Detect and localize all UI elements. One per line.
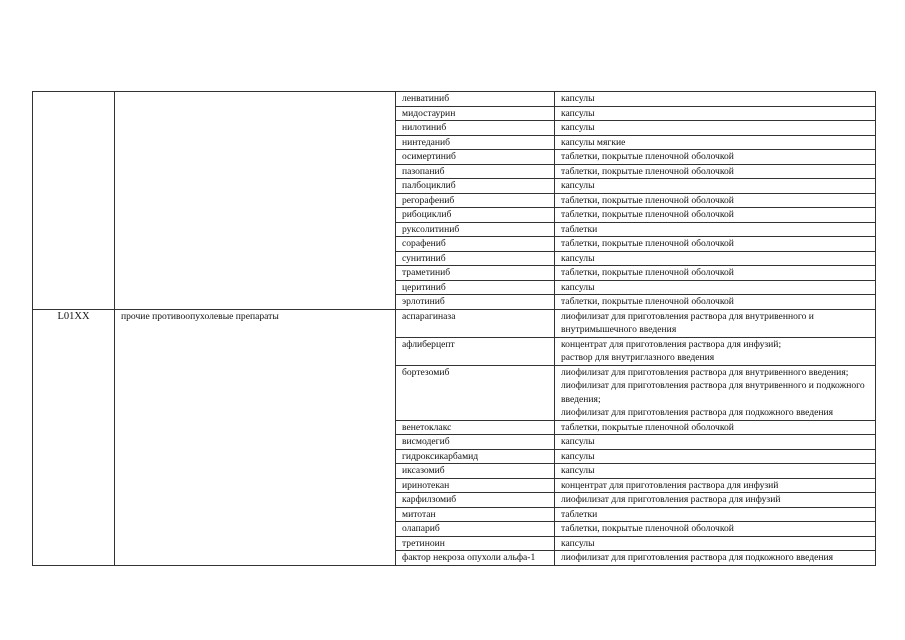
atc-group-name-cell: прочие противоопухолевые препараты <box>115 309 396 565</box>
dosage-form-cell <box>555 536 876 551</box>
dosage-form-line: капсулы <box>561 252 595 264</box>
drug-name-cell: третиноин <box>396 536 555 551</box>
drug-name-cell: мидостаурин <box>396 106 555 121</box>
drug-name-cell: висмодегиб <box>396 435 555 450</box>
dosage-form-line: таблетки, покрытые пленочной оболочкой <box>561 296 734 307</box>
dosage-form-line: капсулы <box>561 450 595 462</box>
atc-code-cell: L01XX <box>33 309 115 565</box>
drug-name-cell: митотан <box>396 507 555 522</box>
dosage-form-line: капсулы <box>561 93 595 104</box>
drug-name-cell: иксазомиб <box>396 464 555 479</box>
dosage-form-cell <box>555 522 876 537</box>
dosage-form-line: таблетки, покрытые пленочной оболочкой <box>561 209 734 220</box>
dosage-form-cell <box>555 266 876 281</box>
dosage-form-cell <box>555 365 876 420</box>
drug-name-cell: палбоциклиб <box>396 179 555 194</box>
dosage-form-line: капсулы <box>561 537 595 549</box>
dosage-form-cell <box>555 208 876 223</box>
dosage-form-line: лиофилизат для приготовления раствора для инфузий <box>561 494 781 505</box>
dosage-form-line: лиофилизат для приготовления раствора для подкожного введения <box>561 552 834 563</box>
drug-name-cell: рибоциклиб <box>396 208 555 223</box>
atc-group-cell-continued <box>115 92 396 310</box>
dosage-form-cell <box>555 164 876 179</box>
drug-name-cell: эрлотиниб <box>396 295 555 310</box>
dosage-form-line: таблетки <box>561 223 598 235</box>
dosage-form-line: таблетки, покрытые пленочной оболочкой <box>561 523 734 534</box>
dosage-form-line: таблетки, покрытые пленочной оболочкой <box>561 151 734 162</box>
dosage-form-cell <box>555 150 876 165</box>
table-row <box>33 309 876 337</box>
drug-name-cell: траметиниб <box>396 266 555 281</box>
drug-name-cell: сорафениб <box>396 237 555 252</box>
dosage-form-cell <box>555 237 876 252</box>
drug-name-cell: регорафениб <box>396 193 555 208</box>
drug-name-cell: карфилзомиб <box>396 493 555 508</box>
dosage-form-cell <box>555 92 876 107</box>
drug-name-cell: фактор некроза опухоли альфа-1 <box>396 551 555 566</box>
dosage-form-line: капсулы <box>561 107 595 119</box>
drug-name-cell: олапариб <box>396 522 555 537</box>
dosage-form-line: таблетки, покрытые пленочной оболочкой <box>561 421 734 433</box>
drug-name-cell: пазопаниб <box>396 164 555 179</box>
dosage-form-cell <box>555 551 876 566</box>
atc-code-cell-continued <box>33 92 115 310</box>
dosage-form-line: концентрат для приготовления раствора для инфузий <box>561 479 779 491</box>
dosage-form-line: капсулы <box>561 436 595 447</box>
dosage-form-line: лиофилизат для приготовления раствора для внутривенного введения; <box>561 366 849 378</box>
dosage-form-line: таблетки, покрытые пленочной оболочкой <box>561 165 734 177</box>
drug-name-cell: афлиберцепт <box>396 337 555 365</box>
dosage-form-cell <box>555 193 876 208</box>
dosage-form-cell <box>555 507 876 522</box>
dosage-form-cell <box>555 478 876 493</box>
dosage-form-line: капсулы <box>561 180 595 191</box>
drug-name-cell: руксолитиниб <box>396 222 555 237</box>
dosage-form-line: лиофилизат для приготовления раствора для внутривенного и внутримышечного введения <box>561 310 814 335</box>
drug-list-table <box>32 91 876 566</box>
drug-name-cell: осимертиниб <box>396 150 555 165</box>
dosage-form-line: таблетки <box>561 508 598 520</box>
drug-name-cell: венетоклакс <box>396 420 555 435</box>
drug-name-cell: церитиниб <box>396 280 555 295</box>
drug-name-cell: аспарагиназа <box>396 309 555 337</box>
drug-name-cell: ленватиниб <box>396 92 555 107</box>
dosage-form-line: капсулы <box>561 281 595 293</box>
dosage-form-cell <box>555 464 876 479</box>
table-row <box>33 92 876 107</box>
dosage-form-line: таблетки, покрытые пленочной оболочкой <box>561 194 734 206</box>
dosage-form-cell <box>555 121 876 136</box>
dosage-form-cell <box>555 251 876 266</box>
dosage-form-cell <box>555 309 876 337</box>
dosage-form-cell <box>555 222 876 237</box>
dosage-form-line: капсулы <box>561 122 595 133</box>
dosage-form-cell <box>555 179 876 194</box>
dosage-form-cell <box>555 420 876 435</box>
dosage-form-line: капсулы мягкие <box>561 136 626 148</box>
drug-name-cell: сунитиниб <box>396 251 555 266</box>
dosage-form-line: таблетки, покрытые пленочной оболочкой <box>561 238 734 249</box>
dosage-form-line: раствор для внутриглазного введения <box>561 352 715 363</box>
dosage-form-cell <box>555 493 876 508</box>
drug-list-body <box>33 92 876 566</box>
dosage-form-line: концентрат для приготовления раствора для инфузий; <box>561 338 782 350</box>
dosage-form-line: лиофилизат для приготовления раствора для подкожного введения <box>561 407 834 418</box>
drug-name-cell: бортезомиб <box>396 365 555 420</box>
dosage-form-cell <box>555 295 876 310</box>
dosage-form-cell <box>555 135 876 150</box>
dosage-form-cell <box>555 106 876 121</box>
dosage-form-cell <box>555 280 876 295</box>
dosage-form-line: капсулы <box>561 465 595 476</box>
drug-name-cell: нинтеданиб <box>396 135 555 150</box>
dosage-form-cell <box>555 435 876 450</box>
dosage-form-line: таблетки, покрытые пленочной оболочкой <box>561 267 734 278</box>
drug-name-cell: гидроксикарбамид <box>396 449 555 464</box>
dosage-form-line: лиофилизат для приготовления раствора для внутривенного и подкожного введения; <box>561 380 865 405</box>
drug-name-cell: иринотекан <box>396 478 555 493</box>
dosage-form-cell <box>555 337 876 365</box>
dosage-form-cell <box>555 449 876 464</box>
drug-name-cell: нилотиниб <box>396 121 555 136</box>
